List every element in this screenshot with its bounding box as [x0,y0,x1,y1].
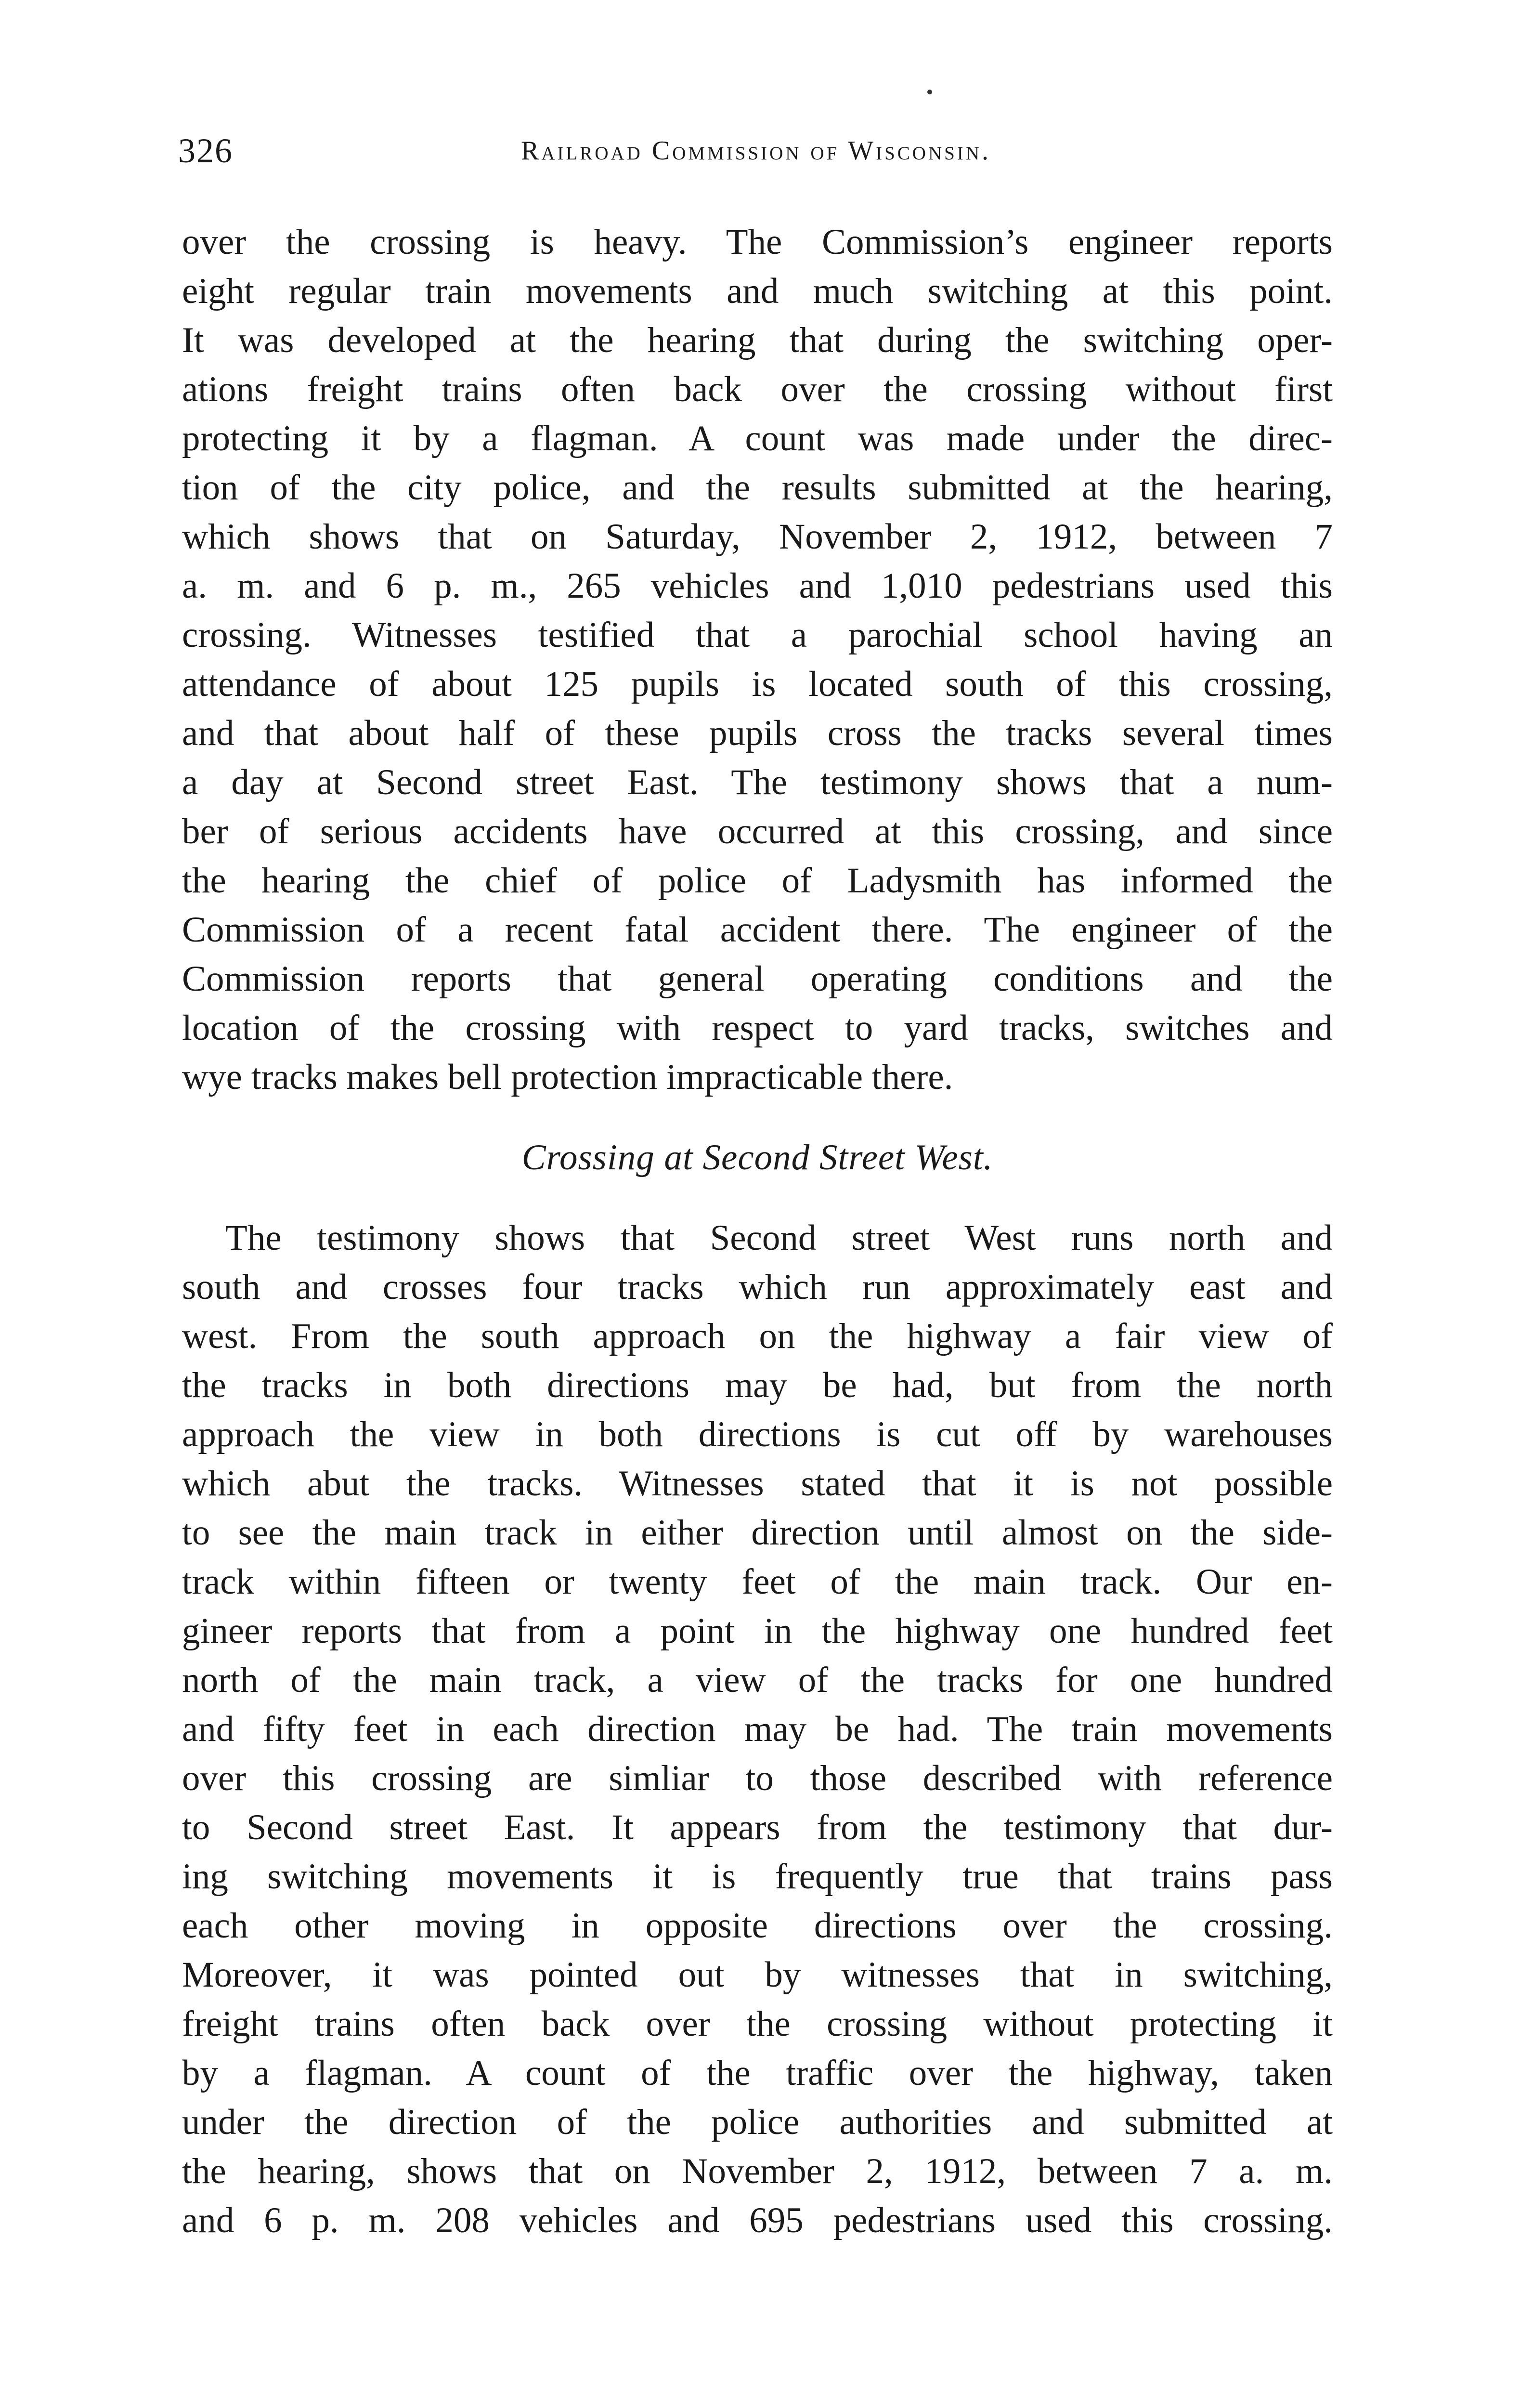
text-line: and fifty feet in each direction may be had. The train movements [182,1709,1333,1749]
text-line: freight trains often back over the crossing without protecting it [182,2004,1333,2044]
section-heading: Crossing at Second Street West. [521,1138,993,1178]
text-line: to Second street East. It appears from the testimony that dur- [182,1807,1333,1847]
text-line: under the direction of the police authorities and submitted at [182,2102,1333,2142]
page-header [178,124,1334,177]
ink-speck [927,90,932,94]
text-line: wye tracks makes bell protection impracticable there. [182,1057,953,1097]
text-line: Commission reports that general operating conditions and the [182,959,1333,999]
text-line: crossing. Witnesses testified that a parochial school having an [182,615,1333,655]
text-line: track within fifteen or twenty feet of the main track. Our en- [182,1562,1333,1602]
text-line: It was developed at the hearing that during the switching oper- [182,320,1333,360]
text-line: Moreover, it was pointed out by witnesses that in switching, [182,1955,1333,1995]
text-line: over the crossing is heavy. The Commission’s engineer reports [182,222,1333,262]
text-line: Commission of a recent fatal accident there. The engineer of the [182,910,1333,950]
text-line: the hearing, shows that on November 2, 1912, between 7 a. m. [182,2151,1333,2191]
text-line: tion of the city police, and the results submitted at the hearing, [182,468,1333,508]
body-text [182,218,1333,2245]
text-line: south and crosses four tracks which run approximately east and [182,1267,1333,1307]
text-line: over this crossing are simliar to those described with reference [182,1758,1333,1798]
text-line: to see the main track in either direction until almost on the side- [182,1513,1333,1553]
text-line: The testimony shows that Second street West runs north and [225,1218,1333,1258]
paragraph-second-street-east [182,218,1333,1102]
text-line: north of the main track, a view of the tracks for one hundred [182,1660,1333,1700]
text-line: protecting it by a flagman. A count was made under the direc- [182,419,1333,458]
text-line: the hearing the chief of police of Ladysmith has informed the [182,861,1333,901]
text-line: each other moving in opposite directions over the crossing. [182,1906,1333,1946]
text-line: eight regular train movements and much switching at this point. [182,271,1333,311]
text-line: gineer reports that from a point in the highway one hundred feet [182,1611,1333,1651]
paragraph-second-street-west [182,1214,1333,2245]
text-line: by a flagman. A count of the traffic over the highway, taken [182,2053,1333,2093]
text-line: which shows that on Saturday, November 2, 1912, between 7 [182,517,1333,557]
text-line: a. m. and 6 p. m., 265 vehicles and 1,010 pedestrians used this [182,566,1333,606]
text-line: which abut the tracks. Witnesses stated that it is not possible [182,1464,1333,1504]
text-line: the tracks in both directions may be had, but from the north [182,1365,1333,1405]
text-line: attendance of about 125 pupils is located south of this crossing, [182,664,1333,704]
text-line: approach the view in both directions is cut off by warehouses [182,1414,1333,1454]
text-line: west. From the south approach on the highway a fair view of [182,1316,1333,1356]
text-line: a day at Second street East. The testimony shows that a num- [182,762,1333,802]
text-line: ing switching movements it is frequently true that trains pass [182,1857,1333,1897]
text-line: and 6 p. m. 208 vehicles and 695 pedestrians used this crossing. [182,2200,1333,2240]
page-number: 326 [178,131,233,170]
text-line: and that about half of these pupils cross the tracks several times [182,713,1333,753]
text-line: location of the crossing with respect to yard tracks, switches and [182,1008,1333,1048]
text-line: ber of serious accidents have occurred at this crossing, and since [182,811,1333,851]
running-head: Railroad Commission of Wisconsin. [521,136,991,166]
text-line: ations freight trains often back over the crossing without first [182,369,1333,409]
